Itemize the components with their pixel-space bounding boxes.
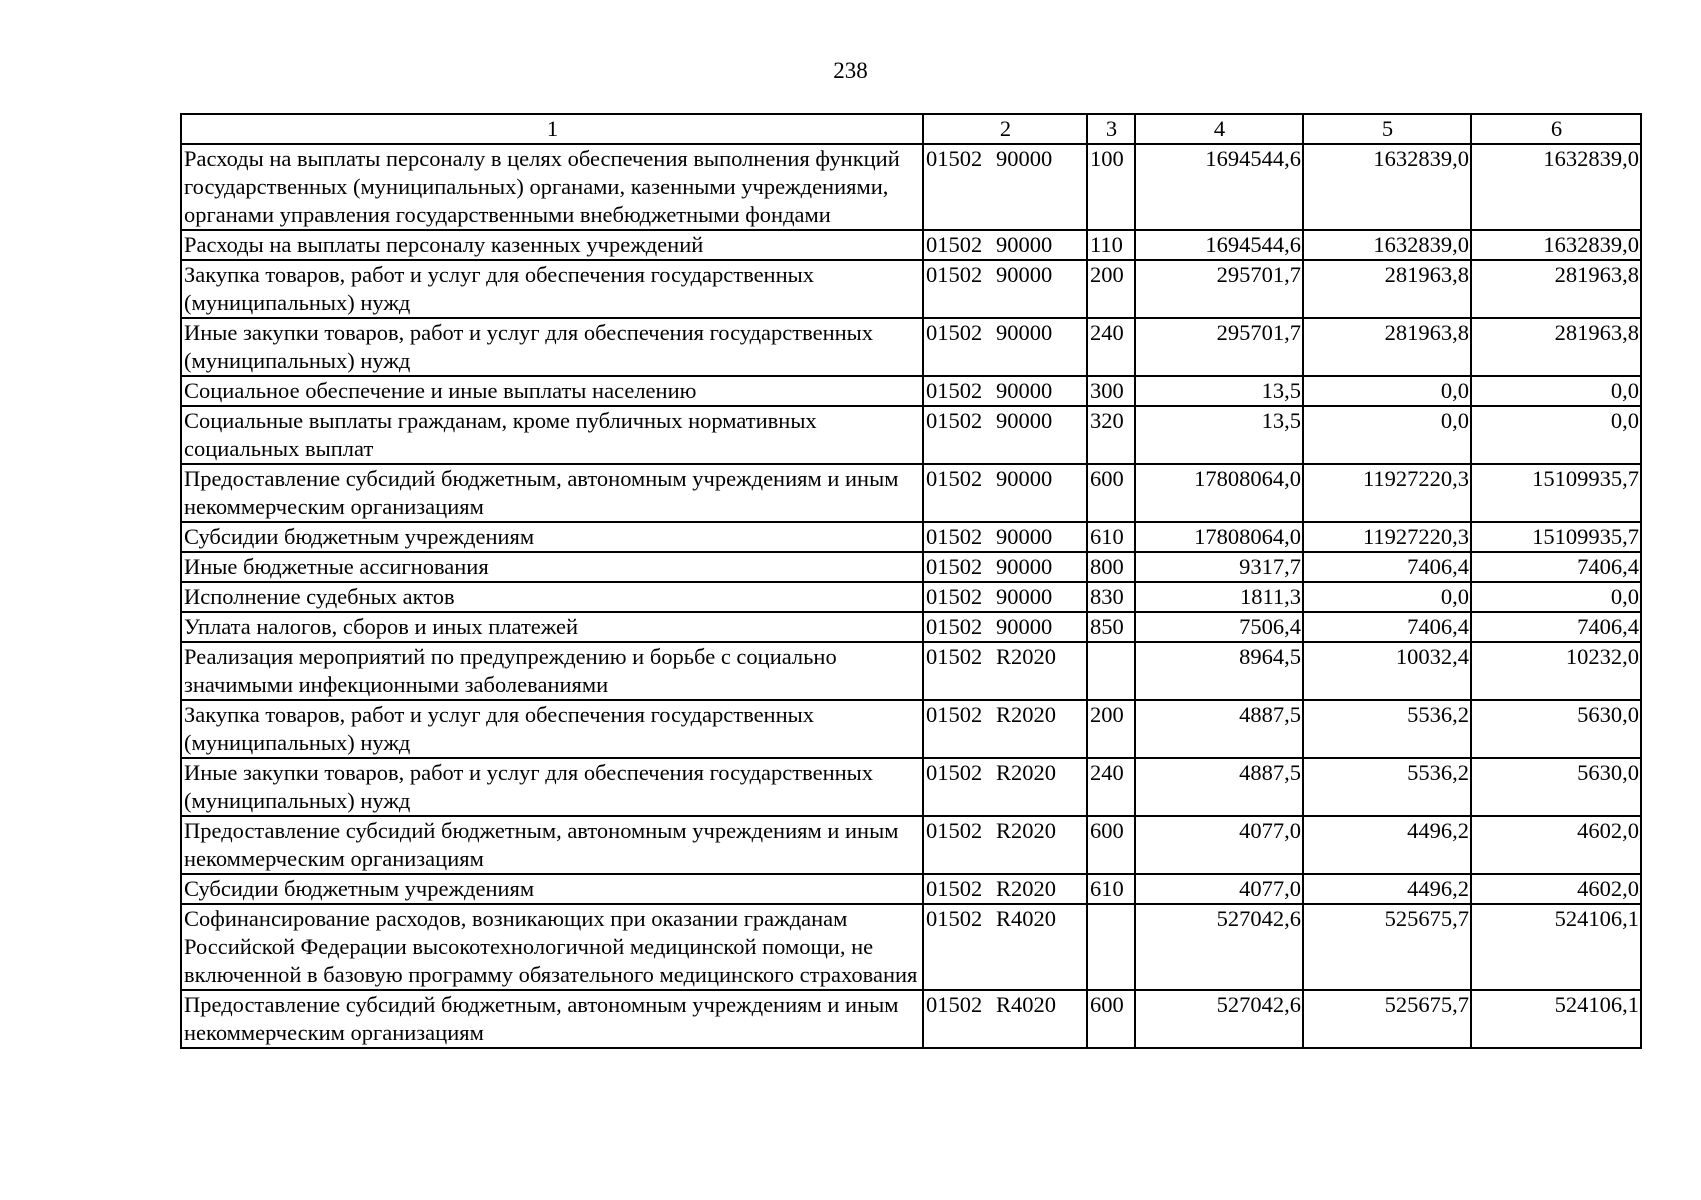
amount-col-4: 295701,7 — [1135, 260, 1303, 318]
target-article-code — [923, 990, 1087, 1048]
amount-col-5: 10032,4 — [1303, 642, 1471, 700]
program-code: 01502 — [926, 524, 983, 549]
amount-col-5: 4496,2 — [1303, 874, 1471, 904]
expense-name: Софинансирование расходов, возникающих при оказании гражданам Российской Федерации высокотехнологичной медицинской помощи, не включенной в базовую программу обязательного медицинского страхования — [181, 904, 923, 990]
program-code: 01502 — [926, 702, 983, 727]
amount-col-5: 1632839,0 — [1303, 230, 1471, 260]
amount-col-4: 7506,4 — [1135, 612, 1303, 642]
direction-code: R2020 — [996, 818, 1057, 843]
expense-name: Социальные выплаты гражданам, кроме публичных нормативных социальных выплат — [181, 406, 923, 464]
amount-col-5: 7406,4 — [1303, 552, 1471, 582]
direction-code: R2020 — [996, 760, 1057, 785]
expense-type-code: 830 — [1087, 582, 1135, 612]
expense-name: Предоставление субсидий бюджетным, автономным учреждениям и иным некоммерческим организациям — [181, 816, 923, 874]
program-code: 01502 — [926, 584, 983, 609]
amount-col-4: 4077,0 — [1135, 874, 1303, 904]
amount-col-6: 5630,0 — [1471, 700, 1641, 758]
target-article-code — [923, 464, 1087, 522]
expense-name: Закупка товаров, работ и услуг для обеспечения государственных (муниципальных) нужд — [181, 700, 923, 758]
expense-type-code: 600 — [1087, 464, 1135, 522]
expense-type-code: 800 — [1087, 552, 1135, 582]
table-row — [181, 522, 1641, 552]
amount-col-5: 11927220,3 — [1303, 464, 1471, 522]
expense-type-code: 240 — [1087, 318, 1135, 376]
target-article-code — [923, 376, 1087, 406]
direction-code: 90000 — [996, 614, 1053, 639]
expense-name: Предоставление субсидий бюджетным, автономным учреждениям и иным некоммерческим организациям — [181, 464, 923, 522]
table-row — [181, 582, 1641, 612]
column-header-2: 2 — [923, 114, 1087, 144]
table-row — [181, 260, 1641, 318]
amount-col-4: 1811,3 — [1135, 582, 1303, 612]
target-article-code — [923, 406, 1087, 464]
amount-col-4: 9317,7 — [1135, 552, 1303, 582]
expense-name: Уплата налогов, сборов и иных платежей — [181, 612, 923, 642]
amount-col-6: 1632839,0 — [1471, 230, 1641, 260]
program-code: 01502 — [926, 992, 983, 1017]
amount-col-5: 1632839,0 — [1303, 144, 1471, 230]
header-row — [181, 114, 1641, 144]
amount-col-6: 524106,1 — [1471, 904, 1641, 990]
page-number: 238 — [833, 58, 868, 83]
direction-code: R4020 — [996, 992, 1057, 1017]
direction-code: 90000 — [996, 584, 1053, 609]
expense-type-code: 110 — [1087, 230, 1135, 260]
program-code: 01502 — [926, 320, 983, 345]
program-code: 01502 — [926, 876, 983, 901]
program-code: 01502 — [926, 554, 983, 579]
amount-col-5: 7406,4 — [1303, 612, 1471, 642]
expense-type-code: 200 — [1087, 700, 1135, 758]
target-article-code — [923, 612, 1087, 642]
column-header-5: 5 — [1303, 114, 1471, 144]
budget-table — [180, 113, 1642, 1049]
table-row — [181, 612, 1641, 642]
amount-col-5: 525675,7 — [1303, 904, 1471, 990]
amount-col-5: 5536,2 — [1303, 700, 1471, 758]
amount-col-4: 4887,5 — [1135, 700, 1303, 758]
amount-col-6: 4602,0 — [1471, 874, 1641, 904]
amount-col-5: 0,0 — [1303, 406, 1471, 464]
amount-col-5: 5536,2 — [1303, 758, 1471, 816]
amount-col-4: 295701,7 — [1135, 318, 1303, 376]
table-row — [181, 230, 1641, 260]
amount-col-4: 527042,6 — [1135, 990, 1303, 1048]
expense-name: Расходы на выплаты персоналу в целях обеспечения выполнения функций государственных (муниципальных) органами, казенными учреждениями, органами управления государственными внебюджетными фондами — [181, 144, 923, 230]
target-article-code — [923, 700, 1087, 758]
expense-type-code: 610 — [1087, 874, 1135, 904]
program-code: 01502 — [926, 818, 983, 843]
amount-col-6: 4602,0 — [1471, 816, 1641, 874]
program-code: 01502 — [926, 146, 983, 171]
program-code: 01502 — [926, 466, 983, 491]
table-row — [181, 376, 1641, 406]
expense-type-code: 320 — [1087, 406, 1135, 464]
program-code: 01502 — [926, 378, 983, 403]
expense-name: Расходы на выплаты персоналу казенных учреждений — [181, 230, 923, 260]
column-header-4: 4 — [1135, 114, 1303, 144]
expense-type-code: 610 — [1087, 522, 1135, 552]
target-article-code — [923, 552, 1087, 582]
expense-name: Социальное обеспечение и иные выплаты населению — [181, 376, 923, 406]
amount-col-4: 4077,0 — [1135, 816, 1303, 874]
amount-col-4: 13,5 — [1135, 376, 1303, 406]
expense-type-code: 240 — [1087, 758, 1135, 816]
amount-col-5: 11927220,3 — [1303, 522, 1471, 552]
direction-code: 90000 — [996, 262, 1053, 287]
table-row — [181, 642, 1641, 700]
expense-name: Иные бюджетные ассигнования — [181, 552, 923, 582]
expense-name: Иные закупки товаров, работ и услуг для обеспечения государственных (муниципальных) нужд — [181, 318, 923, 376]
amount-col-6: 15109935,7 — [1471, 464, 1641, 522]
target-article-code — [923, 522, 1087, 552]
table-row — [181, 464, 1641, 522]
expense-name: Иные закупки товаров, работ и услуг для обеспечения государственных (муниципальных) нужд — [181, 758, 923, 816]
amount-col-4: 4887,5 — [1135, 758, 1303, 816]
direction-code: 90000 — [996, 408, 1053, 433]
expense-name: Субсидии бюджетным учреждениям — [181, 874, 923, 904]
table-row — [181, 318, 1641, 376]
expense-name: Закупка товаров, работ и услуг для обеспечения государственных (муниципальных) нужд — [181, 260, 923, 318]
table-row — [181, 904, 1641, 990]
table-row — [181, 990, 1641, 1048]
amount-col-5: 525675,7 — [1303, 990, 1471, 1048]
direction-code: R2020 — [996, 702, 1057, 727]
amount-col-6: 0,0 — [1471, 376, 1641, 406]
amount-col-6: 1632839,0 — [1471, 144, 1641, 230]
table-row — [181, 406, 1641, 464]
target-article-code — [923, 904, 1087, 990]
amount-col-5: 0,0 — [1303, 582, 1471, 612]
amount-col-6: 7406,4 — [1471, 612, 1641, 642]
table-row — [181, 874, 1641, 904]
program-code: 01502 — [926, 614, 983, 639]
expense-type-code — [1087, 642, 1135, 700]
amount-col-6: 0,0 — [1471, 406, 1641, 464]
program-code: 01502 — [926, 906, 983, 931]
direction-code: R2020 — [996, 644, 1057, 669]
expense-type-code: 100 — [1087, 144, 1135, 230]
target-article-code — [923, 642, 1087, 700]
direction-code: 90000 — [996, 554, 1053, 579]
target-article-code — [923, 144, 1087, 230]
table-row — [181, 144, 1641, 230]
amount-col-6: 7406,4 — [1471, 552, 1641, 582]
amount-col-5: 281963,8 — [1303, 260, 1471, 318]
table-row — [181, 700, 1641, 758]
expense-type-code: 850 — [1087, 612, 1135, 642]
direction-code: 90000 — [996, 378, 1053, 403]
direction-code: 90000 — [996, 232, 1053, 257]
expense-type-code — [1087, 904, 1135, 990]
direction-code: R2020 — [996, 876, 1057, 901]
amount-col-4: 1694544,6 — [1135, 230, 1303, 260]
direction-code: 90000 — [996, 146, 1053, 171]
column-header-6: 6 — [1471, 114, 1641, 144]
amount-col-6: 5630,0 — [1471, 758, 1641, 816]
amount-col-5: 281963,8 — [1303, 318, 1471, 376]
column-header-3: 3 — [1087, 114, 1135, 144]
program-code: 01502 — [926, 262, 983, 287]
amount-col-4: 17808064,0 — [1135, 464, 1303, 522]
target-article-code — [923, 318, 1087, 376]
expense-type-code: 600 — [1087, 990, 1135, 1048]
program-code: 01502 — [926, 644, 983, 669]
expense-type-code: 600 — [1087, 816, 1135, 874]
amount-col-5: 4496,2 — [1303, 816, 1471, 874]
amount-col-5: 0,0 — [1303, 376, 1471, 406]
expense-type-code: 300 — [1087, 376, 1135, 406]
program-code: 01502 — [926, 760, 983, 785]
amount-col-4: 8964,5 — [1135, 642, 1303, 700]
amount-col-6: 10232,0 — [1471, 642, 1641, 700]
table-row — [181, 758, 1641, 816]
amount-col-4: 13,5 — [1135, 406, 1303, 464]
amount-col-4: 527042,6 — [1135, 904, 1303, 990]
direction-code: 90000 — [996, 466, 1053, 491]
amount-col-6: 15109935,7 — [1471, 522, 1641, 552]
amount-col-4: 17808064,0 — [1135, 522, 1303, 552]
amount-col-6: 281963,8 — [1471, 260, 1641, 318]
direction-code: 90000 — [996, 524, 1053, 549]
expense-name: Реализация мероприятий по предупреждению и борьбе с социально значимыми инфекционными заболеваниями — [181, 642, 923, 700]
budget-table-body — [181, 114, 1641, 1048]
table-row — [181, 552, 1641, 582]
expense-name: Предоставление субсидий бюджетным, автономным учреждениям и иным некоммерческим организациям — [181, 990, 923, 1048]
table-row — [181, 816, 1641, 874]
target-article-code — [923, 582, 1087, 612]
amount-col-4: 1694544,6 — [1135, 144, 1303, 230]
target-article-code — [923, 874, 1087, 904]
target-article-code — [923, 758, 1087, 816]
target-article-code — [923, 816, 1087, 874]
target-article-code — [923, 260, 1087, 318]
program-code: 01502 — [926, 232, 983, 257]
amount-col-6: 0,0 — [1471, 582, 1641, 612]
expense-name: Исполнение судебных актов — [181, 582, 923, 612]
column-header-1: 1 — [181, 114, 923, 144]
expense-type-code: 200 — [1087, 260, 1135, 318]
direction-code: R4020 — [996, 906, 1057, 931]
expense-name: Субсидии бюджетным учреждениям — [181, 522, 923, 552]
amount-col-6: 281963,8 — [1471, 318, 1641, 376]
direction-code: 90000 — [996, 320, 1053, 345]
target-article-code — [923, 230, 1087, 260]
program-code: 01502 — [926, 408, 983, 433]
amount-col-6: 524106,1 — [1471, 990, 1641, 1048]
